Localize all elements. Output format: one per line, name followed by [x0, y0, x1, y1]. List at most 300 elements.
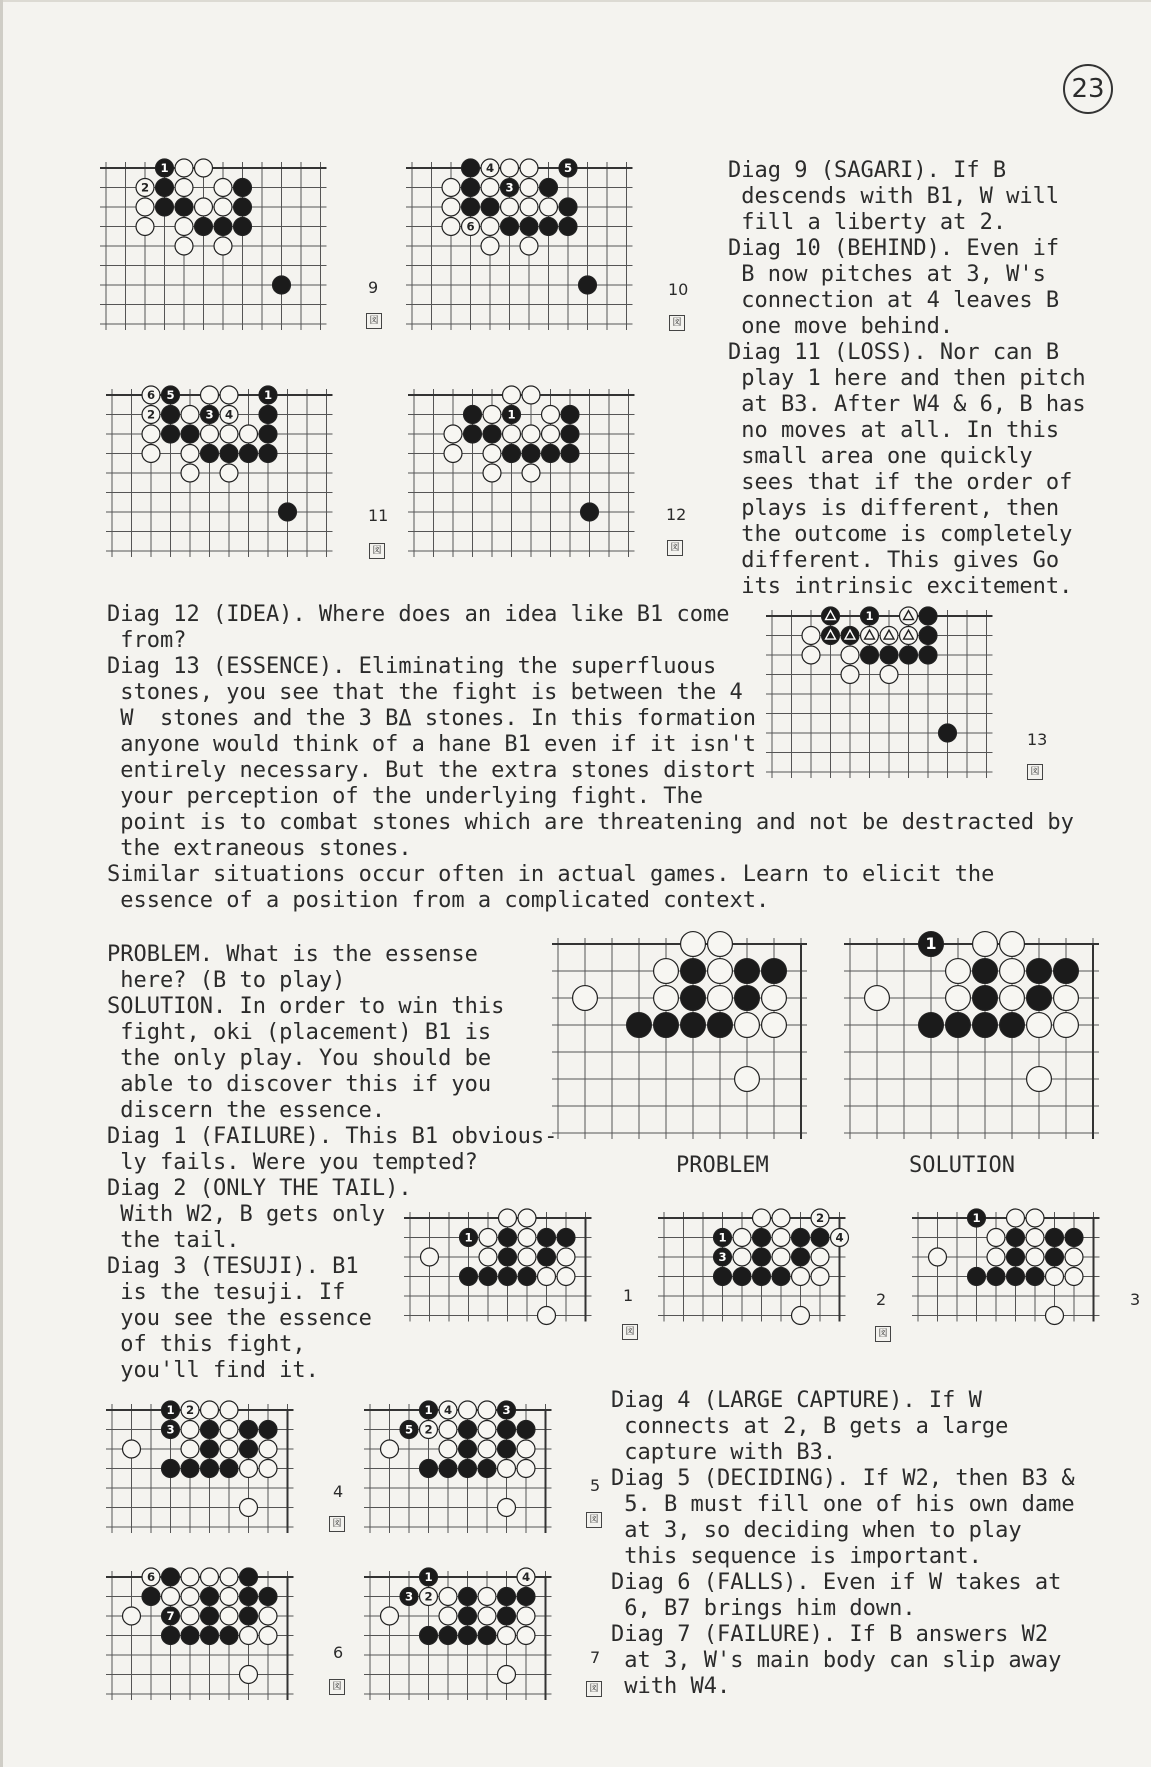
- problem_text-line: here? (B to play): [107, 968, 346, 993]
- figure-mark-2: 図: [875, 1326, 891, 1342]
- black-stone: [259, 425, 277, 443]
- black-stone: [542, 445, 560, 463]
- white-stone: [542, 425, 560, 443]
- move-number: 2: [140, 180, 150, 195]
- white-stone: [181, 1421, 199, 1439]
- right_col_top-line: Diag 10 (BEHIND). Even if: [728, 236, 1060, 261]
- white-stone: [220, 1568, 238, 1586]
- white-stone: [498, 1499, 516, 1517]
- right_col_top-line: Diag 11 (LOSS). Nor can B: [728, 340, 1060, 365]
- move-number: 4: [521, 1569, 531, 1584]
- black-stone: [162, 425, 180, 443]
- move-number: 1: [925, 934, 937, 954]
- mid_text-line: essence of a position from a complicated context.: [107, 888, 770, 913]
- board-diagram-12: [394, 375, 649, 571]
- figure-mark-5: 図: [586, 1512, 602, 1528]
- move-number: 3: [502, 1402, 511, 1417]
- white-stone: [772, 1229, 790, 1247]
- black-stone: [240, 1588, 258, 1606]
- move-number: 2: [424, 1422, 433, 1437]
- black-stone: [811, 1229, 829, 1247]
- board-diagram-7: [350, 1557, 566, 1714]
- bottom_text-line: with W4.: [611, 1674, 731, 1699]
- black-stone: [420, 1627, 438, 1645]
- white-stone: [517, 1607, 535, 1625]
- white-stone: [518, 1248, 536, 1266]
- black-stone: [538, 1229, 556, 1247]
- bottom_text-line: Diag 5 (DECIDING). If W2, then B3 &: [611, 1466, 1075, 1491]
- right_col_top-line: play 1 here and then pitch: [728, 366, 1086, 391]
- black-stone: [540, 218, 558, 236]
- figure-mark-11: 図: [369, 543, 385, 559]
- black-stone: [279, 503, 297, 521]
- black-stone: [162, 406, 180, 424]
- board-solution: [830, 924, 1113, 1153]
- mid_text-line: anyone would think of a hane B1 even if it isn't: [107, 732, 757, 757]
- black-stone: [175, 198, 193, 216]
- black-stone: [681, 1013, 706, 1038]
- move-number: 6: [146, 387, 156, 402]
- move-number: 5: [166, 387, 175, 402]
- white-stone: [220, 1421, 238, 1439]
- white-stone: [1065, 1248, 1083, 1266]
- black-stone: [220, 1460, 238, 1478]
- move-number: 6: [466, 219, 475, 234]
- white-stone: [522, 464, 540, 482]
- black-stone: [220, 445, 238, 463]
- white-stone: [259, 1440, 277, 1458]
- black-stone: [259, 1421, 277, 1439]
- white-stone: [175, 237, 193, 255]
- white-stone: [518, 1209, 536, 1227]
- white-stone: [772, 1209, 790, 1227]
- white-stone: [499, 1209, 517, 1227]
- diagram-number-5: 5: [590, 1476, 601, 1495]
- black-stone: [240, 445, 258, 463]
- black-stone: [195, 218, 213, 236]
- black-stone: [439, 1460, 457, 1478]
- solution-label: SOLUTION: [909, 1153, 1015, 1178]
- black-stone: [181, 1627, 199, 1645]
- board-diagram-2: [644, 1198, 860, 1336]
- white-stone: [517, 1460, 535, 1478]
- black-stone: [462, 179, 480, 197]
- board-problem: [538, 924, 821, 1153]
- black-stone: [939, 724, 957, 742]
- move-number: 3: [404, 1589, 414, 1604]
- white-stone: [220, 1401, 238, 1419]
- white-stone: [1046, 1268, 1064, 1286]
- black-stone: [919, 1013, 944, 1038]
- black-stone: [439, 1627, 457, 1645]
- white-stone: [929, 1248, 947, 1266]
- white-stone: [1026, 1248, 1044, 1266]
- white-stone: [142, 425, 160, 443]
- white-stone: [481, 218, 499, 236]
- black-stone: [240, 1421, 258, 1439]
- move-number: 3: [505, 180, 514, 195]
- black-stone: [201, 1627, 219, 1645]
- black-stone: [481, 198, 499, 216]
- white-stone: [987, 1248, 1005, 1266]
- white-stone: [498, 1666, 516, 1684]
- black-stone: [214, 218, 232, 236]
- black-stone: [772, 1268, 790, 1286]
- move-number: 7: [166, 1608, 175, 1623]
- white-stone: [538, 1307, 556, 1325]
- white-stone: [573, 986, 598, 1011]
- white-stone: [538, 1268, 556, 1286]
- black-stone: [753, 1248, 771, 1266]
- white-stone: [136, 198, 154, 216]
- white-stone: [735, 1013, 760, 1038]
- diagram-number-3: 3: [1130, 1290, 1141, 1309]
- white-stone: [136, 218, 154, 236]
- diagram-number-7: 7: [590, 1648, 601, 1667]
- bottom_text-line: this sequence is important.: [611, 1544, 982, 1569]
- white-stone: [557, 1248, 575, 1266]
- white-stone: [735, 1067, 760, 1092]
- move-number: 2: [185, 1402, 195, 1417]
- black-stone: [201, 1440, 219, 1458]
- right-column-text: [728, 158, 1086, 600]
- black-stone: [681, 986, 706, 1011]
- black-stone: [479, 1268, 497, 1286]
- white-stone: [1000, 986, 1025, 1011]
- white-stone: [181, 406, 199, 424]
- problem_text-line: you see the essence: [107, 1306, 372, 1331]
- white-stone: [792, 1307, 810, 1325]
- black-stone: [735, 986, 760, 1011]
- black-stone: [561, 445, 579, 463]
- move-number: 4: [835, 1230, 844, 1245]
- white-stone: [520, 179, 538, 197]
- black-stone: [142, 1588, 160, 1606]
- board-diagram-5: [350, 1390, 566, 1547]
- move-number: 4: [224, 407, 234, 422]
- white-stone: [175, 218, 193, 236]
- white-stone: [220, 425, 238, 443]
- white-stone: [479, 1248, 497, 1266]
- black-stone: [234, 179, 252, 197]
- black-stone: [681, 959, 706, 984]
- black-stone: [499, 1248, 517, 1266]
- white-stone: [442, 198, 460, 216]
- white-stone: [733, 1248, 751, 1266]
- white-stone: [181, 445, 199, 463]
- black-stone: [579, 276, 597, 294]
- white-stone: [811, 1248, 829, 1266]
- white-stone: [483, 464, 501, 482]
- white-stone: [483, 406, 501, 424]
- black-stone: [259, 445, 277, 463]
- black-stone: [968, 1268, 986, 1286]
- right_col_top-line: connection at 4 leaves B: [728, 288, 1060, 313]
- move-number: 1: [718, 1230, 727, 1245]
- black-stone: [201, 1460, 219, 1478]
- white-stone: [654, 986, 679, 1011]
- move-number: 6: [146, 1569, 156, 1584]
- right_col_top-line: plays is different, then: [728, 496, 1060, 521]
- mid_text-line: your perception of the underlying fight. The: [107, 784, 704, 809]
- black-stone: [1007, 1229, 1025, 1247]
- white-stone: [973, 932, 998, 957]
- black-stone: [259, 1588, 277, 1606]
- white-stone: [259, 1460, 277, 1478]
- black-stone: [792, 1229, 810, 1247]
- black-stone: [1026, 1268, 1044, 1286]
- right_col_top-line: Diag 9 (SAGARI). If B: [728, 158, 1007, 183]
- black-stone: [708, 1013, 733, 1038]
- white-stone: [1027, 1067, 1052, 1092]
- white-stone: [503, 386, 521, 404]
- bottom_text-line: capture with B3.: [611, 1440, 837, 1465]
- problem_text-line: fight, oki (placement) B1 is: [107, 1020, 492, 1045]
- white-stone: [478, 1421, 496, 1439]
- move-number: 4: [443, 1402, 453, 1417]
- bottom_text-line: Diag 4 (LARGE CAPTURE). If W: [611, 1388, 982, 1413]
- white-stone: [421, 1248, 439, 1266]
- white-stone: [517, 1627, 535, 1645]
- black-stone: [478, 1460, 496, 1478]
- black-stone: [520, 218, 538, 236]
- white-stone: [181, 1607, 199, 1625]
- page-top-edge: [0, 0, 1151, 2]
- black-stone: [762, 959, 787, 984]
- diagram-number-13: 13: [1027, 730, 1048, 749]
- black-stone: [1054, 959, 1079, 984]
- white-stone: [501, 198, 519, 216]
- black-stone: [561, 425, 579, 443]
- white-stone: [240, 1499, 258, 1517]
- diagram-number-2: 2: [876, 1290, 887, 1309]
- black-stone: [259, 406, 277, 424]
- problem_text-line: With W2, B gets only: [107, 1202, 386, 1227]
- move-number: 1: [972, 1210, 981, 1225]
- white-stone: [681, 932, 706, 957]
- mid_text-line: stones, you see that the fight is between the 4: [107, 680, 743, 705]
- white-stone: [522, 386, 540, 404]
- black-stone: [501, 218, 519, 236]
- move-number: 3: [718, 1249, 727, 1264]
- problem_text-line: of this fight,: [107, 1332, 306, 1357]
- black-stone: [1046, 1248, 1064, 1266]
- white-stone: [708, 959, 733, 984]
- white-stone: [240, 425, 258, 443]
- white-stone: [520, 198, 538, 216]
- white-stone: [1026, 1229, 1044, 1247]
- black-stone: [464, 406, 482, 424]
- white-stone: [444, 425, 462, 443]
- right_col_top-line: descends with B1, W will: [728, 184, 1060, 209]
- white-stone: [442, 179, 460, 197]
- white-stone: [540, 198, 558, 216]
- white-stone: [442, 218, 460, 236]
- white-stone: [459, 1401, 477, 1419]
- right_col_top-line: fill a liberty at 2.: [728, 210, 1007, 235]
- white-stone: [733, 1229, 751, 1247]
- white-stone: [439, 1607, 457, 1625]
- mid_text-line: Similar situations occur often in actual games. Learn to elicit the: [107, 862, 995, 887]
- white-stone: [522, 425, 540, 443]
- board-diagram-4: [92, 1390, 308, 1547]
- white-stone: [811, 1268, 829, 1286]
- move-number: 3: [205, 407, 214, 422]
- move-number: 5: [404, 1422, 414, 1437]
- black-stone: [1007, 1248, 1025, 1266]
- white-stone: [1000, 932, 1025, 957]
- figure-mark-4: 図: [329, 1516, 345, 1532]
- board-diagram-6: [92, 1557, 308, 1714]
- right_col_top-line: at B3. After W4 & 6, B has: [728, 392, 1086, 417]
- white-stone: [181, 464, 199, 482]
- black-stone: [559, 218, 577, 236]
- mid_text-line: Diag 12 (IDEA). Where does an idea like B1 come: [107, 602, 730, 627]
- black-stone: [462, 159, 480, 177]
- white-stone: [501, 159, 519, 177]
- problem_text-line: the only play. You should be: [107, 1046, 492, 1071]
- white-stone: [478, 1607, 496, 1625]
- black-stone: [498, 1440, 516, 1458]
- move-number: 1: [424, 1402, 433, 1417]
- right_col_top-line: its intrinsic excitement.: [728, 574, 1073, 599]
- black-stone: [581, 503, 599, 521]
- white-stone: [481, 237, 499, 255]
- black-stone: [460, 1268, 478, 1286]
- move-number: 1: [424, 1569, 433, 1584]
- black-stone: [162, 1568, 180, 1586]
- white-stone: [498, 1627, 516, 1645]
- problem_text-line: is the tesuji. If: [107, 1280, 346, 1305]
- white-stone: [802, 627, 820, 645]
- black-stone: [459, 1440, 477, 1458]
- white-stone: [1007, 1209, 1025, 1227]
- board-diagram-13: [752, 596, 1007, 792]
- white-stone: [753, 1209, 771, 1227]
- white-stone: [946, 959, 971, 984]
- mid_text-line: entirely necessary. But the extra stones distort: [107, 758, 757, 783]
- white-stone: [175, 179, 193, 197]
- white-stone: [162, 1588, 180, 1606]
- board-diagram-9: [86, 148, 341, 344]
- diagram-number-1: 1: [623, 1286, 634, 1305]
- black-stone: [464, 425, 482, 443]
- white-stone: [259, 1607, 277, 1625]
- black-stone: [162, 1627, 180, 1645]
- white-stone: [557, 1268, 575, 1286]
- black-stone: [156, 198, 174, 216]
- black-stone: [792, 1248, 810, 1266]
- move-number: 1: [166, 1402, 175, 1417]
- problem-label: PROBLEM: [676, 1153, 769, 1178]
- black-stone: [522, 445, 540, 463]
- move-number: 1: [507, 407, 516, 422]
- move-number: 2: [146, 407, 156, 422]
- white-stone: [479, 1229, 497, 1247]
- mid_text-line: from?: [107, 628, 187, 653]
- black-stone: [499, 1268, 517, 1286]
- white-stone: [1027, 1013, 1052, 1038]
- black-stone: [483, 425, 501, 443]
- white-stone: [259, 1627, 277, 1645]
- white-stone: [708, 932, 733, 957]
- white-stone: [762, 986, 787, 1011]
- problem_text-line: Diag 1 (FAILURE). This B1 obvious-: [107, 1124, 558, 1149]
- white-stone: [240, 1460, 258, 1478]
- black-stone: [987, 1268, 1005, 1286]
- mid_text-line: Diag 13 (ESSENCE). Eliminating the superfluous: [107, 654, 717, 679]
- black-stone: [735, 959, 760, 984]
- figure-mark-12: 図: [667, 540, 683, 556]
- white-stone: [439, 1421, 457, 1439]
- right_col_top-line: sees that if the order of: [728, 470, 1073, 495]
- white-stone: [220, 1440, 238, 1458]
- board-diagram-3: [898, 1198, 1114, 1336]
- black-stone: [499, 1229, 517, 1247]
- white-stone: [478, 1440, 496, 1458]
- black-stone: [156, 179, 174, 197]
- black-stone: [517, 1421, 535, 1439]
- white-stone: [444, 445, 462, 463]
- problem_text-line: Diag 3 (TESUJI). B1: [107, 1254, 359, 1279]
- right_col_top-line: small area one quickly: [728, 444, 1033, 469]
- black-stone: [861, 646, 879, 664]
- black-stone: [559, 198, 577, 216]
- white-stone: [123, 1607, 141, 1625]
- black-stone: [540, 179, 558, 197]
- problem_text-line: SOLUTION. In order to win this: [107, 994, 505, 1019]
- black-stone: [538, 1248, 556, 1266]
- right_col_top-line: one move behind.: [728, 314, 954, 339]
- white-stone: [214, 237, 232, 255]
- black-stone: [654, 1013, 679, 1038]
- problem_text-line: able to discover this if you: [107, 1072, 492, 1097]
- white-stone: [772, 1248, 790, 1266]
- black-stone: [240, 1440, 258, 1458]
- white-stone: [439, 1588, 457, 1606]
- white-stone: [214, 198, 232, 216]
- diagram-number-6: 6: [333, 1643, 344, 1662]
- move-number: 1: [160, 160, 169, 175]
- bottom_text-line: 6, B7 brings him down.: [611, 1596, 916, 1621]
- white-stone: [1000, 959, 1025, 984]
- diagram-number-4: 4: [333, 1482, 344, 1501]
- black-stone: [498, 1421, 516, 1439]
- bottom_text-line: Diag 6 (FALLS). Even if W takes at: [611, 1570, 1062, 1595]
- white-stone: [654, 959, 679, 984]
- black-stone: [973, 986, 998, 1011]
- white-stone: [1046, 1307, 1064, 1325]
- white-stone: [802, 646, 820, 664]
- white-stone: [220, 1607, 238, 1625]
- black-stone: [518, 1268, 536, 1286]
- white-stone: [503, 425, 521, 443]
- black-stone: [498, 1588, 516, 1606]
- white-stone: [880, 666, 898, 684]
- black-stone: [459, 1607, 477, 1625]
- black-stone: [181, 425, 199, 443]
- black-stone: [1065, 1229, 1083, 1247]
- black-stone: [420, 1460, 438, 1478]
- figure-mark-9: 図: [366, 313, 382, 329]
- bottom_text-line: Diag 7 (FAILURE). If B answers W2: [611, 1622, 1049, 1647]
- black-stone: [919, 627, 937, 645]
- black-stone: [459, 1421, 477, 1439]
- black-stone: [201, 1607, 219, 1625]
- move-number: 3: [166, 1422, 175, 1437]
- move-number: 1: [865, 608, 874, 623]
- black-stone: [478, 1627, 496, 1645]
